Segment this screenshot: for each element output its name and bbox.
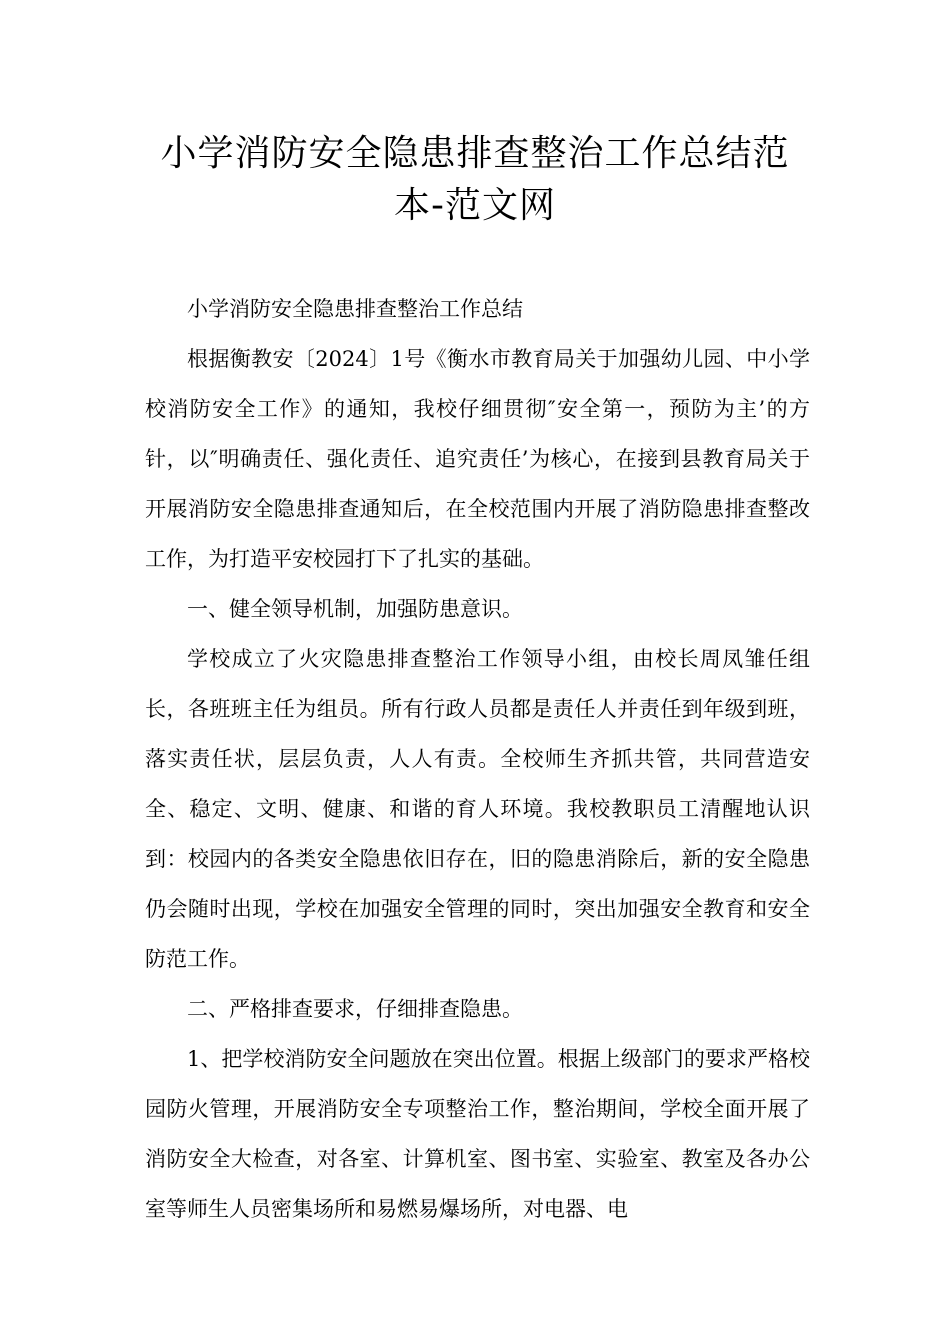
section-heading: 二、严格排查要求，仔细排查隐患。 [187,997,523,1021]
section-heading: 一、健全领导机制，加强防患意识。 [187,597,523,621]
body-paragraph: 学校成立了火灾隐患排查整治工作领导小组，由校长周凤雏任组长，各班班主任为组员。所有行政人员都是责任人并责任到年级到班，落实责任状，层层负责，人人有责。全校师生齐抓共管，共同营造安全、稳定、文明、健康、和谐的育人环境。我校教职员工清醒地认识到：校园内的各类安全隐患依旧存在，旧的隐患消除后，新的安全隐患仍会随时出现，学校在加强安全管理的同时，突出加强安全教育和安全防范工作。 [145,647,810,971]
document-title-line-2: 本-范文网 [394,185,556,226]
document-title-line-1: 小学消防安全隐患排查整治工作总结范 [160,133,790,174]
document-body [145,284,810,1234]
body-paragraph: 1、把学校消防安全问题放在突出位置。根据上级部门的要求严格校园防火管理，开展消防安全专项整治工作，整治期间，学校全面开展了消防安全大检查，对各室、计算机室、图书室、实验室、教室及各办公室等师生人员密集场所和易燃易爆场所，对电器、电 [145,1047,810,1221]
section-heading: 小学消防安全隐患排查整治工作总结 [187,297,523,321]
body-paragraph: 根据衡教安〔2024〕1号《衡水市教育局关于加强幼儿园、中小学校消防安全工作》的通知，我校仔细贯彻″安全第一，预防为主’的方针，以″明确责任、强化责任、追究责任’为核心，在接到县教育局关于开展消防安全隐患排查通知后，在全校范围内开展了消防隐患排查整改工作，为打造平安校园打下了扎实的基础。 [145,347,810,571]
